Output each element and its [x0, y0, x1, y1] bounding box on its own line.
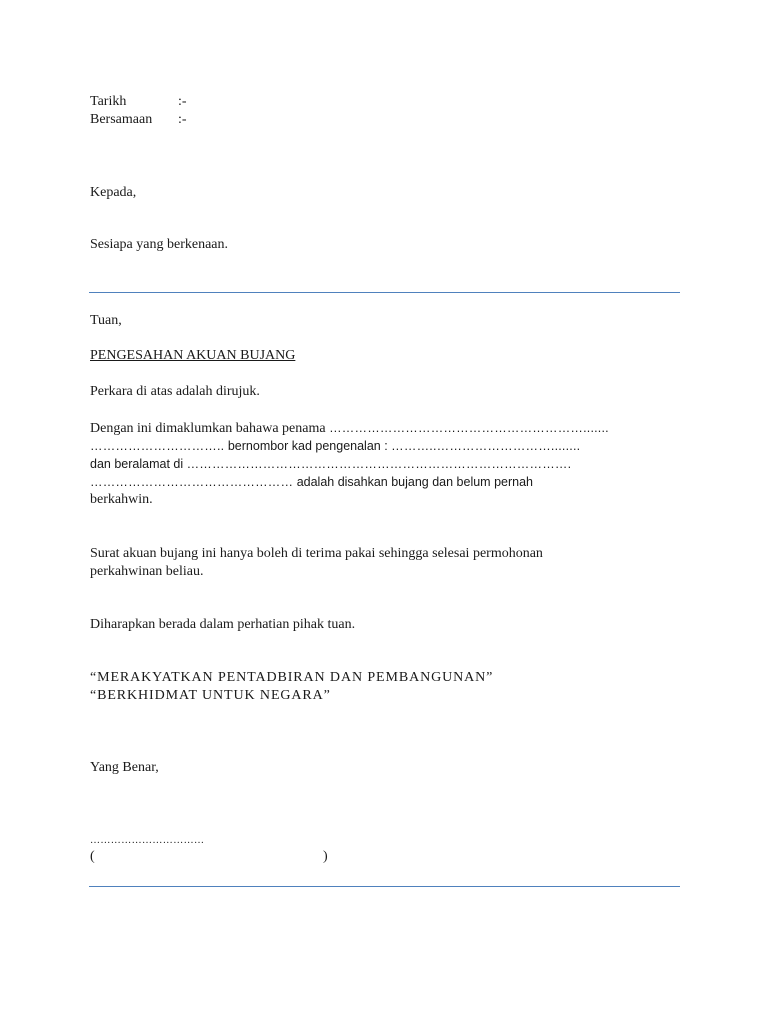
para1-line2-text: bernombor kad pengenalan : [227, 439, 388, 453]
name-blank-cont: ………………………….. [90, 439, 225, 453]
address-blank: ………………………………………………………………………………. [186, 457, 572, 471]
para1-line1 [90, 419, 609, 438]
date-label: Tarikh [90, 94, 127, 109]
motto-line-2: “BERKHIDMAT UNTUK NEGARA” [90, 688, 331, 703]
para1-line1-text: Dengan ini dimaklumkan bahawa penama [90, 421, 326, 436]
para1-line2 [90, 437, 580, 455]
name-open-paren: ( [90, 849, 95, 864]
para1-line5: berkahwin. [90, 492, 153, 507]
motto-line-1: “MERAKYATKAN PENTADBIRAN DAN PEMBANGUNAN” [90, 670, 494, 685]
bottom-divider [89, 886, 680, 887]
date-separator: :- [178, 94, 187, 109]
sign-off: Yang Benar, [90, 760, 159, 775]
signature-line: …………………………… [90, 835, 205, 846]
addressee: Sesiapa yang berkenaan. [90, 237, 228, 252]
closing-hope: Diharapkan berada dalam perhatian pihak tuan. [90, 617, 356, 632]
name-close-paren: ) [323, 849, 328, 864]
name-blank: ……………………………………………………....... [329, 421, 609, 435]
greeting: Tuan, [90, 313, 122, 328]
para2-line2: perkahwinan beliau. [90, 564, 204, 579]
ic-number-blank: ………..………………………........ [391, 439, 581, 453]
reference-label: Bersamaan [90, 112, 153, 127]
reference-row [90, 111, 187, 129]
address-blank-cont: ………………………………………… [90, 475, 294, 489]
para1-line4-text: adalah disahkan bujang dan belum pernah [296, 475, 533, 489]
para1-line3 [90, 455, 571, 473]
para1-line4 [90, 473, 533, 491]
intro-line: Perkara di atas adalah dirujuk. [90, 384, 260, 399]
date-row [90, 93, 187, 111]
salutation-to: Kepada, [90, 185, 137, 200]
subject-heading: PENGESAHAN AKUAN BUJANG [90, 348, 296, 363]
top-divider [89, 292, 680, 293]
reference-separator: :- [178, 112, 187, 127]
para2-line1: Surat akuan bujang ini hanya boleh di terima pakai sehingga selesai permohonan [90, 546, 543, 561]
para1-line3-text: dan beralamat di [90, 457, 184, 471]
